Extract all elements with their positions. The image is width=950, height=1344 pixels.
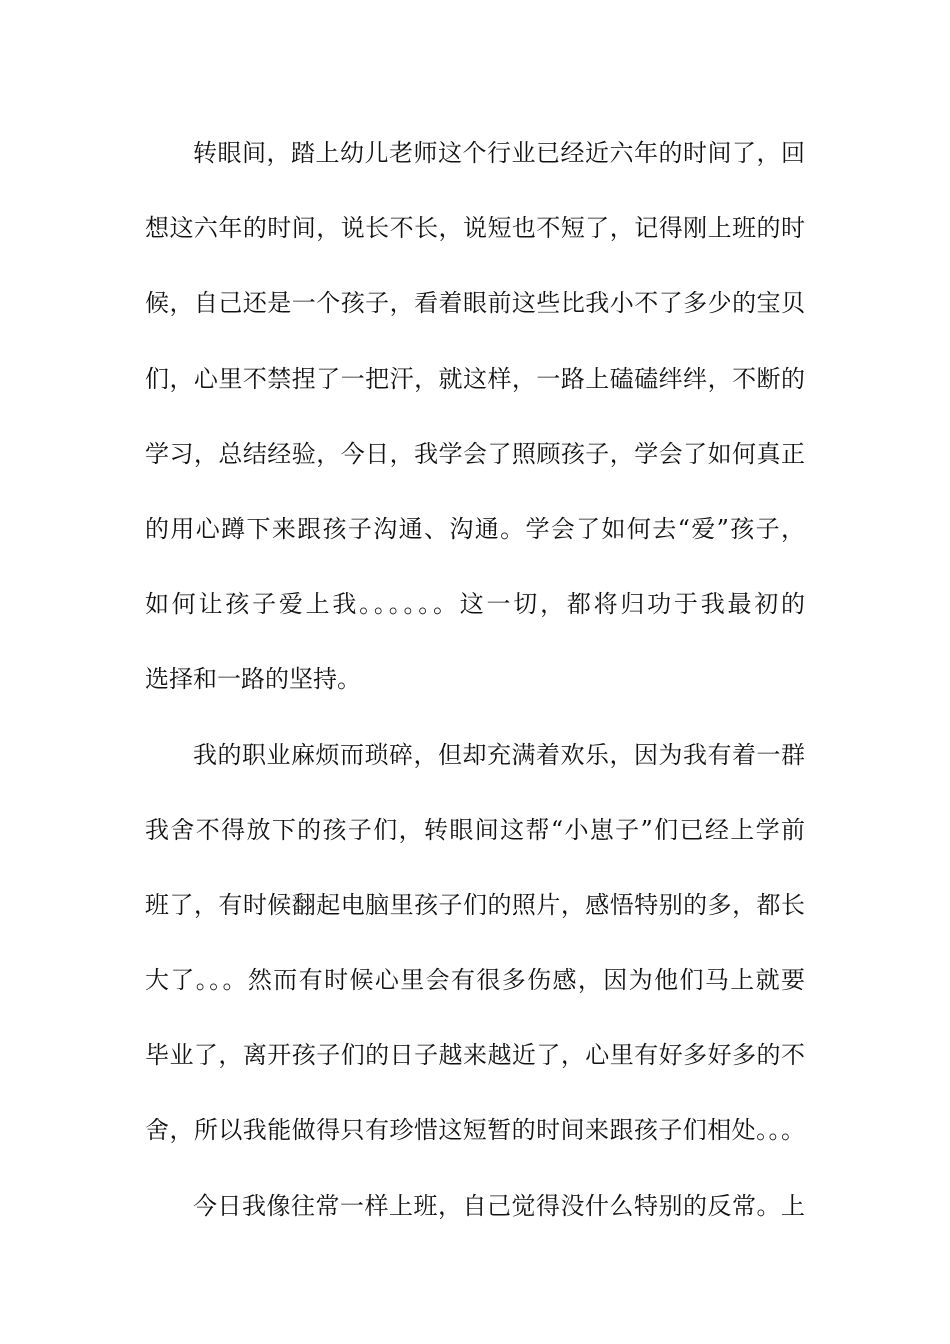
text-line-9: 我的职业麻烦而琐碎，但却充满着欢乐，因为我有着一群 <box>193 740 805 769</box>
text-line-14: 舍，所以我能做得只有珍惜这短暂的时间来跟孩子们相处。。。 <box>145 1116 805 1145</box>
text-line-3: 候，自己还是一个孩子，看着眼前这些比我小不了多少的宝贝 <box>145 289 805 318</box>
text-line-4: 们，心里不禁捏了一把汗，就这样，一路上磕磕绊绊，不断的 <box>145 364 805 393</box>
text-line-11: 班了，有时候翻起电脑里孩子们的照片，感悟特别的多，都长 <box>145 890 805 919</box>
text-line-1: 转眼间，踏上幼儿老师这个行业已经近六年的时间了，回 <box>193 139 805 167</box>
text-line-6: 的用心蹲下来跟孩子沟通、沟通。学会了如何去“爱”孩子， <box>145 514 805 543</box>
text-line-10: 我舍不得放下的孩子们，转眼间这帮“小崽子”们已经上学前 <box>145 815 805 844</box>
text-line-8: 选择和一路的坚持。 <box>145 665 361 694</box>
text-line-12: 大了。。。然而有时候心里会有很多伤感，因为他们马上就要 <box>145 966 805 995</box>
text-line-7: 如何让孩子爱上我。。。。。。这一切，都将归功于我最初的 <box>145 590 805 619</box>
text-line-15: 今日我像往常一样上班，自己觉得没什么特别的反常。上 <box>193 1191 805 1220</box>
text-line-2: 想这六年的时间，说长不长，说短也不短了，记得刚上班的时 <box>145 214 805 243</box>
text-line-5: 学习，总结经验，今日，我学会了照顾孩子，学会了如何真正 <box>145 439 805 468</box>
body-text <box>145 131 805 1259</box>
text-line-13: 毕业了，离开孩子们的日子越来越近了，心里有好多好多的不 <box>145 1041 805 1070</box>
